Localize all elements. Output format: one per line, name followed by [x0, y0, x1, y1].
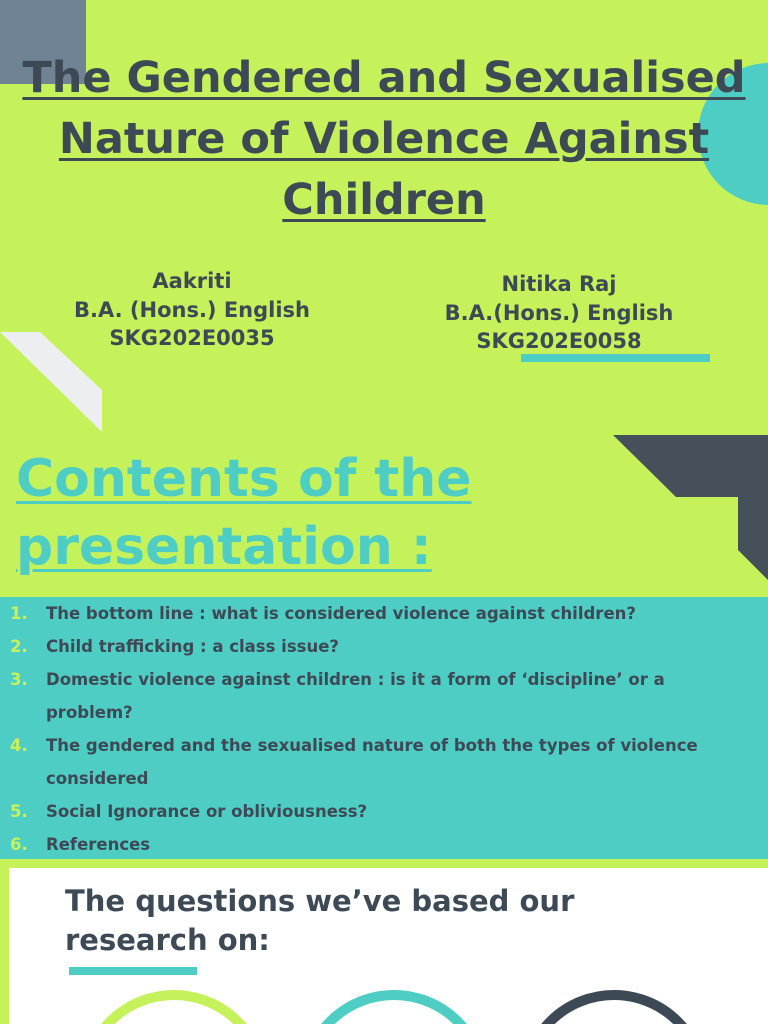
list-number: 5.	[10, 802, 28, 821]
decorative-corner-shape	[613, 435, 768, 580]
contents-slide	[0, 435, 768, 860]
decorative-ring-teal	[299, 990, 489, 1024]
list-number: 3.	[10, 670, 28, 689]
decorative-ring-dark	[519, 990, 709, 1024]
list-item-text: The bottom line : what is considered violence against children?	[46, 604, 636, 623]
decorative-underline-bar	[69, 967, 197, 975]
list-item	[0, 630, 768, 663]
list-item-text: References	[46, 835, 151, 854]
author-name: Nitika Raj	[501, 272, 617, 296]
contents-heading: Contents of the presentation :	[16, 449, 472, 577]
author-block-1	[52, 267, 332, 353]
list-item	[0, 663, 768, 729]
author-block-2	[429, 270, 689, 356]
list-item-text: Social Ignorance or obliviousness?	[46, 802, 368, 821]
decorative-underline-bar	[521, 354, 710, 362]
list-number: 2.	[10, 637, 28, 656]
contents-list-panel	[0, 597, 768, 859]
list-item	[0, 795, 768, 828]
list-number: 1.	[10, 604, 28, 623]
contents-list	[0, 597, 768, 860]
questions-panel	[9, 868, 768, 1024]
author-course: B.A. (Hons.) English	[73, 297, 311, 322]
list-item	[0, 597, 768, 630]
list-item	[0, 828, 768, 860]
list-item-text: Child trafficking : a class issue?	[46, 637, 339, 656]
author-course: B.A.(Hons.) English	[444, 300, 674, 325]
questions-heading: The questions we’ve based our research on:	[65, 884, 575, 957]
title-slide	[0, 0, 768, 435]
author-roll: SKG202E0035	[109, 326, 275, 350]
author-name: Aakriti	[152, 269, 232, 293]
list-item-text: Domestic violence against children : is it a form of ‘discipline’ or a problem?	[46, 670, 665, 722]
list-number: 4.	[10, 736, 28, 755]
presentation-title: The Gendered and Sexualised Nature of Violence Against Children	[22, 53, 746, 225]
list-item	[0, 729, 768, 795]
decorative-ring-lime	[79, 990, 269, 1024]
list-number: 6.	[10, 835, 28, 854]
list-item-text: The gendered and the sexualised nature of both the types of violence considered	[46, 736, 698, 788]
author-roll: SKG202E0058	[476, 329, 642, 353]
questions-slide	[0, 860, 768, 1024]
